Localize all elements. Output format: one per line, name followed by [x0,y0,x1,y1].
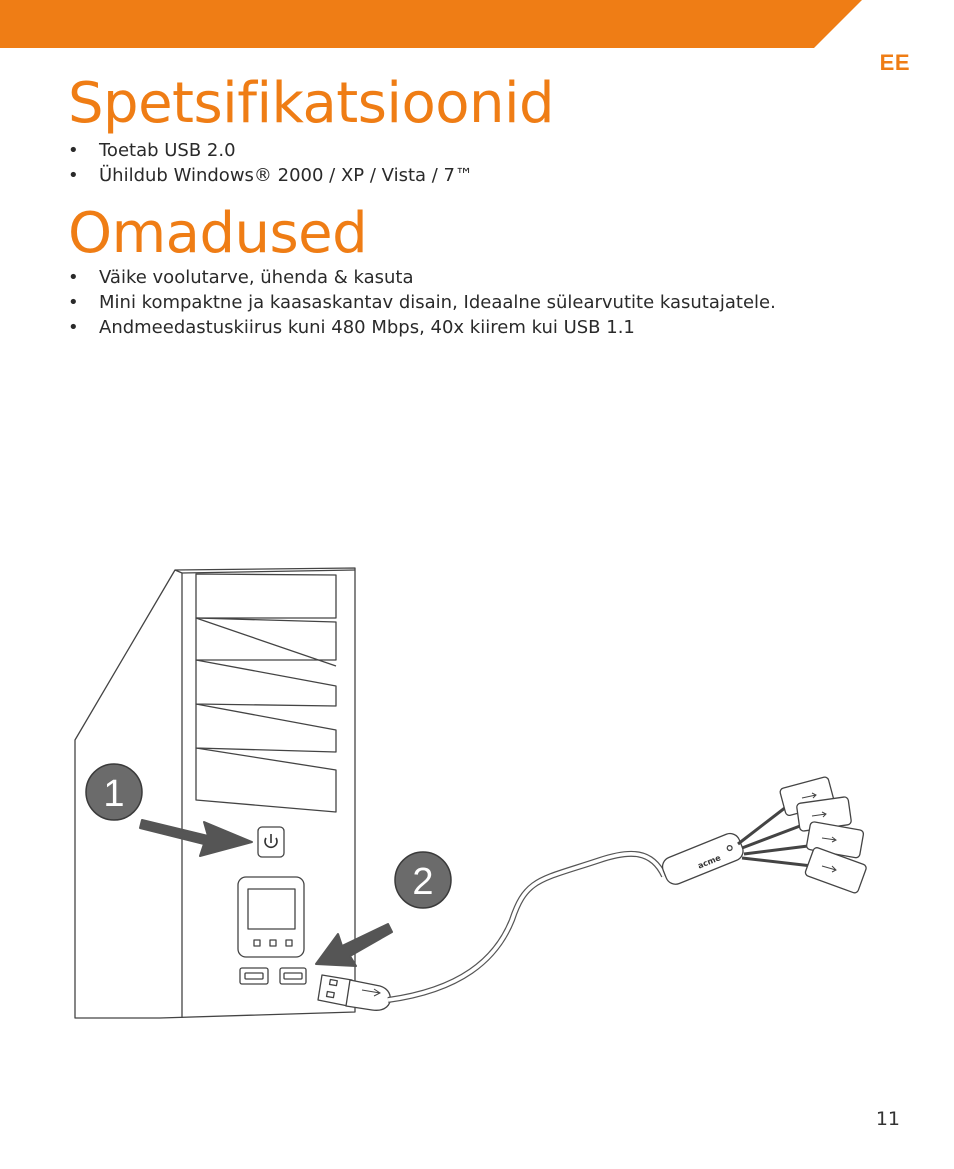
svg-text:1: 1 [103,773,125,815]
page-number: 11 [875,1108,900,1130]
list-item: • Andmeedastuskiirus kuni 480 Mbps, 40x kiirem kui USB 1.1 [68,317,635,338]
front-panel-display [238,877,304,957]
list-item: • Väike voolutarve, ühenda & kasuta [68,267,414,288]
svg-text:2: 2 [412,861,434,903]
specifications-list [68,138,928,188]
list-item: • Ühildub Windows® 2000 / XP / Vista / 7™ [68,165,473,186]
features-list [68,265,928,340]
step-badge-1 [86,764,142,820]
usb-hub-connection-illustration [0,560,954,1040]
hub-brand-label: acme [696,853,722,871]
power-button [258,827,284,857]
list-item: • Toetab USB 2.0 [68,140,236,161]
language-tag: EE [879,50,910,75]
step-badge-2 [395,852,451,908]
list-item: • Mini kompaktne ja kaasaskantav disain, Ideaalne sülearvutite kasutajatele. [68,292,776,313]
hub-usb-connectors [779,776,867,894]
specifications-heading: Spetsifikatsioonid [68,71,555,136]
features-heading: Omadused [68,201,368,266]
top-banner [0,0,954,50]
